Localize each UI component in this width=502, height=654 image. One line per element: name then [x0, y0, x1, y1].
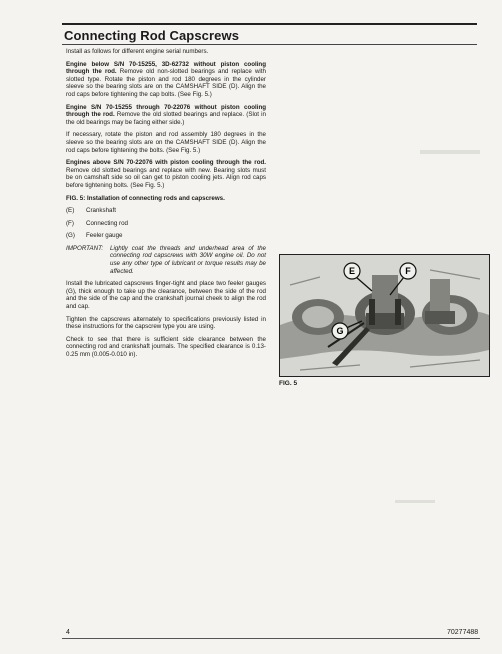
- section-3-body: Remove old slotted bearings and replace with new. Bearing slots must be on camshaft side so oil can get to piston cooling jets. Align rod caps before tightening bolts. (See Fig. 5.): [66, 166, 266, 189]
- callout-g-label: G: [336, 326, 344, 336]
- section-2: [66, 104, 266, 127]
- important-note: [66, 245, 266, 275]
- section-1-heading: Engine below S/N 70-15255, 3D-62732 without piston cooling through the rod.: [66, 60, 266, 76]
- top-rule: [62, 23, 477, 25]
- text-column: [66, 48, 266, 364]
- engine-illustration: [280, 255, 489, 376]
- legend-key: (G): [66, 232, 75, 240]
- legend-key: (E): [66, 207, 75, 215]
- legend-list: [66, 207, 266, 240]
- title-underline: [62, 44, 477, 45]
- legend-label: Connecting rod: [86, 219, 128, 227]
- important-key: IMPORTANT:: [66, 244, 104, 252]
- check-paragraph: Check to see that there is sufficient side clearance between the connecting rod and crankshaft journals. The specified clearance is 0.13-0.25 mm (0.005-0.010 in).: [66, 335, 266, 358]
- document-number: 70277488: [447, 629, 479, 636]
- callout-f-label: F: [405, 266, 411, 276]
- paper-smudge: [420, 150, 480, 154]
- page-number: 4: [66, 629, 70, 636]
- section-3-heading: Engines above S/N 70-22076 with piston cooling through the rod.: [66, 159, 266, 167]
- section-1-body: Remove old non-slotted bearings and replace with slotted type. Rotate the piston and rod 180 degrees in the cylinder sleeve so the bearing slots are on the CAMSHAFT SIDE (D). Align the rod caps before tightening the cap bolts. (See Fig. 5.): [66, 68, 266, 98]
- figure-5-illustration: [279, 254, 490, 377]
- callout-e-label: E: [348, 266, 356, 276]
- section-2-heading: Engine S/N 70-15255 through 70-22076 without piston cooling through the rod.: [66, 103, 266, 119]
- paper-smudge: [395, 500, 435, 503]
- legend-label: Feeler gauge: [86, 232, 123, 240]
- section-1: [66, 61, 266, 99]
- rotate-paragraph: If necessary, rotate the piston and rod assembly 180 degrees in the sleeve so the bearing slots are on the CAMSHAFT SIDE (D). Align the rod caps before tightening the bolts. (See Fig. 5.): [66, 131, 266, 154]
- tighten-paragraph: Tighten the capscrews alternately to specifications previously listed in these instructions for the capscrew type you are using.: [66, 315, 266, 331]
- legend-item: [66, 232, 266, 240]
- section-3: [66, 159, 266, 189]
- figure-heading: FIG. 5: Installation of connecting rods and capscrews.: [66, 194, 225, 202]
- legend-key: (F): [66, 219, 74, 227]
- intro-text: Install as follows for different engine serial numbers.: [66, 48, 209, 55]
- legend-item: [66, 220, 266, 228]
- footer-rule: [62, 638, 480, 639]
- important-text: Lightly coat the threads and underhead area of the connecting rod capscrews with 30W engine oil. Do not use any other type of lubricant or torque results may be affected.: [110, 244, 266, 275]
- legend-item: [66, 207, 266, 215]
- figure-caption: FIG. 5: [279, 380, 298, 387]
- install-paragraph: Install the lubricated capscrews finger-tight and place two feeler gauges (G), thick enough to take up the clearance, between the side of the rod and the side of the cap and the crankshaft journal cheek to align the rod and cap.: [66, 280, 266, 311]
- page-title: Connecting Rod Capscrews: [64, 28, 240, 43]
- legend-label: Crankshaft: [86, 207, 116, 215]
- section-2-body: Remove the old slotted bearings and replace. (Slot in the old bearings may be facing either side.): [66, 111, 266, 126]
